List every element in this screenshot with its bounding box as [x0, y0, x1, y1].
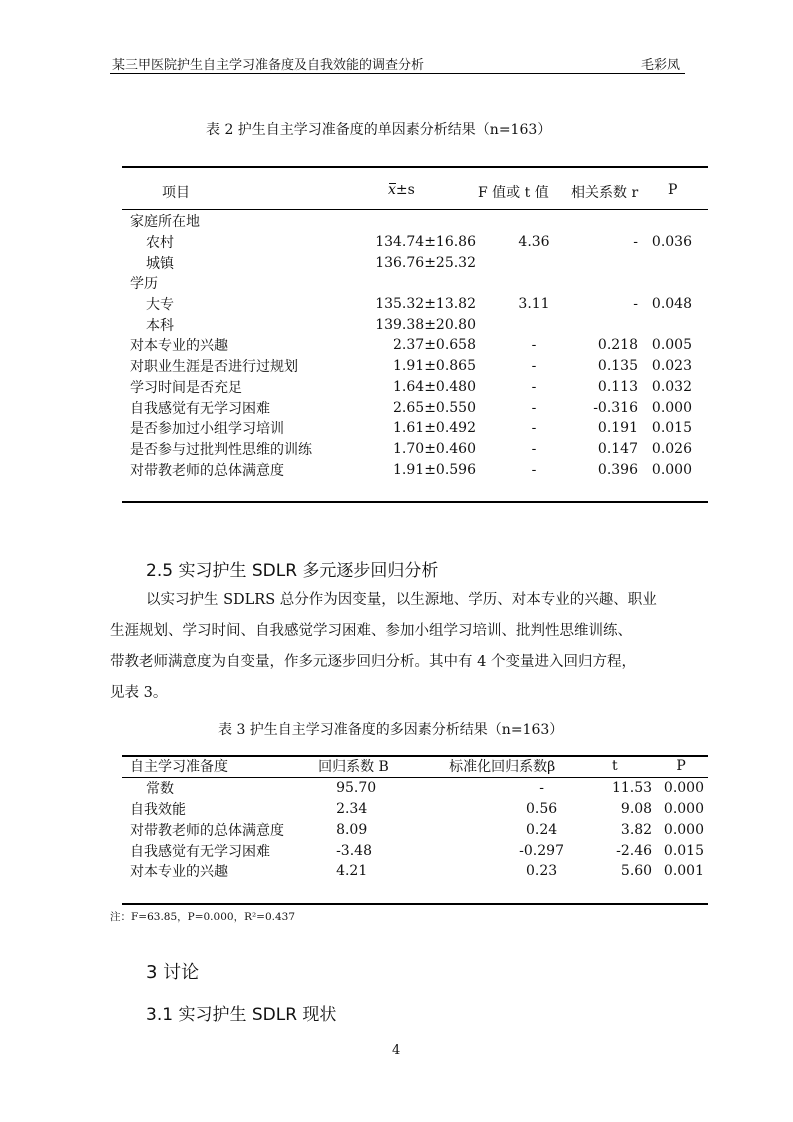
table2-cell-r: 0.218: [597, 337, 638, 354]
table2-cell-item: 家庭所在地: [130, 214, 200, 231]
table2-row: [122, 356, 708, 377]
table2-cell-item: 是否参与过批判性思维的训练: [130, 441, 312, 458]
table2-cell-item: 对职业生涯是否进行过规划: [130, 359, 298, 376]
table3-cell-t: 11.53: [611, 780, 653, 797]
table2-cell-f: [480, 273, 580, 294]
table3-cell-t: -2.46: [616, 842, 653, 859]
table2-header-f: F 值或 t 值: [478, 185, 549, 201]
table2-header-p: P: [668, 182, 678, 198]
table2-cell-r: [580, 211, 646, 232]
table3-cell-p: 0.001: [663, 863, 704, 880]
table2-cell-r: -0.316: [593, 399, 638, 416]
table3-cell-beta: 0.23: [525, 863, 558, 880]
running-header-author: 毛彩凤: [641, 58, 681, 73]
table2-cell-f: -: [531, 337, 537, 354]
mean-symbol: x: [388, 182, 396, 198]
table2-cell-p: 0.015: [651, 420, 692, 437]
table2-row: [122, 211, 708, 232]
table2-row: [122, 294, 708, 315]
table3-cell-b: 4.21: [336, 863, 368, 880]
table2-cell-mean: [348, 273, 480, 294]
table2-cell-p: 0.048: [651, 296, 692, 313]
table2-header-mean: [388, 182, 415, 198]
table2-cell-p: 0.036: [651, 234, 692, 251]
table2-cell-f: -: [531, 461, 537, 478]
table3-cell-b: 95.70: [336, 780, 377, 797]
table2-cell-p: [646, 252, 708, 273]
table2-cell-p: 0.000: [651, 461, 692, 478]
table2-cell-item: 本科: [146, 317, 174, 334]
table2-cell-item: 农村: [146, 235, 174, 252]
table2-cell-mean: 1.61±0.492: [393, 420, 476, 437]
sd-symbol: ±s: [395, 182, 415, 198]
table2-cell-p: 0.023: [651, 358, 692, 375]
table2-cell-p: [646, 211, 708, 232]
table2-cell-item: 学历: [130, 276, 158, 293]
section-2-5-heading: 2.5 实习护生 SDLR 多元逐步回归分析: [146, 561, 439, 581]
table2-cell-mean: 1.91±0.596: [393, 461, 476, 478]
table2-cell-f: [480, 314, 580, 335]
table2-cell-mean: 1.70±0.460: [393, 440, 476, 457]
table3-header-item: 自主学习准备度: [130, 759, 228, 776]
table2-cell-item: 城镇: [146, 255, 174, 272]
table2-row: [122, 459, 708, 480]
table3-header-row: [122, 756, 708, 777]
table3-row: [122, 777, 708, 798]
table3-cell-beta: -0.297: [519, 842, 564, 859]
table2-header-r: 相关系数 r: [571, 185, 639, 201]
table3-cell-beta: -: [539, 780, 544, 797]
table2-cell-r: 0.396: [597, 461, 638, 478]
table2-cell-r: [580, 314, 646, 335]
table3-cell-beta: 0.56: [525, 800, 558, 817]
table3-cell-item: 对本专业的兴趣: [130, 864, 228, 881]
table3-cell-beta: 0.24: [525, 821, 558, 838]
table2-cell-f: -: [531, 420, 537, 437]
table2-cell-r: -: [633, 234, 638, 251]
paragraph-line-4: 见表 3。: [110, 685, 168, 701]
table2-cell-p: [646, 314, 708, 335]
table2-cell-f: 3.11: [518, 296, 550, 313]
table2-row: [122, 314, 708, 335]
table2-cell-r: 0.135: [597, 358, 638, 375]
table2-cell-r: 0.113: [597, 378, 638, 395]
table2-cell-mean: 139.38±20.80: [375, 316, 476, 333]
table2-cell-f: [480, 211, 580, 232]
table2-cell-r: 0.147: [597, 440, 638, 457]
table3-cell-t: 3.82: [620, 821, 653, 838]
table2-header-item: 项目: [162, 185, 190, 201]
table2-header-rule: [122, 209, 708, 210]
table2-row: [122, 397, 708, 418]
table2-cell-f: -: [531, 358, 537, 375]
table3-cell-item: 自我感觉有无学习困难: [130, 843, 270, 860]
running-header-title: 某三甲医院护生自主学习准备度及自我效能的调查分析: [112, 58, 425, 73]
section-3-1-heading: 3.1 实习护生 SDLR 现状: [146, 1005, 337, 1025]
table3-cell-item: 对带教老师的总体满意度: [130, 822, 284, 839]
table2-cell-item: 对本专业的兴趣: [130, 338, 228, 355]
paragraph-line-3: 带教老师满意度为自变量，作多元逐步回归分析。其中有 4 个变量进入回归方程，: [110, 654, 636, 670]
table3-cell-item: 自我效能: [130, 801, 186, 818]
table3-header-p: P: [676, 758, 686, 775]
table2-cell-f: 4.36: [518, 234, 550, 251]
table2-cell-r: 0.191: [597, 420, 638, 437]
table3-cell-t: 5.60: [620, 863, 653, 880]
table3-header-b: 回归系数 B: [318, 759, 389, 776]
page-number: 4: [392, 1043, 401, 1058]
table2-cell-item: 自我感觉有无学习困难: [130, 400, 270, 417]
table3-note: 注：F=63.85，P=0.000，R²=0.437: [110, 911, 296, 923]
table2-cell-mean: 2.37±0.658: [393, 337, 476, 354]
table3-header-beta: 标准化回归系数β: [449, 759, 556, 776]
table2-caption: 表 2 护生自主学习准备度的单因素分析结果（n=163）: [206, 122, 552, 138]
table3-cell-p: 0.000: [663, 821, 704, 838]
table2-row: [122, 252, 708, 273]
section-3-heading: 3 讨论: [146, 962, 200, 983]
table2-cell-p: 0.000: [651, 399, 692, 416]
paragraph-line-1: 以实习护生 SDLRS 总分作为因变量，以生源地、学历、对本专业的兴趣、职业: [146, 592, 657, 608]
table3-row: [122, 861, 708, 882]
table2-cell-item: 学习时间是否充足: [130, 379, 242, 396]
header-rule: [110, 73, 685, 74]
table2-cell-r: -: [633, 296, 638, 313]
table2-cell-mean: 2.65±0.550: [393, 399, 476, 416]
table2-cell-p: [646, 273, 708, 294]
table2-cell-f: -: [531, 399, 537, 416]
table2-cell-item: 是否参加过小组学习培训: [130, 421, 284, 438]
table3-cell-t: 9.08: [620, 800, 653, 817]
table2-cell-f: -: [531, 440, 537, 457]
table3-cell-p: 0.000: [663, 800, 704, 817]
table2-cell-mean: 134.74±16.86: [375, 234, 476, 251]
table2-cell-f: [480, 252, 580, 273]
table2-row: [122, 273, 708, 294]
table2-row: [122, 232, 708, 253]
table2-cell-mean: 1.64±0.480: [393, 378, 476, 395]
table3-cell-b: -3.48: [336, 842, 372, 859]
table2-cell-p: 0.026: [651, 440, 692, 457]
table2-cell-item: 大专: [146, 297, 174, 314]
table3-row: [122, 799, 708, 820]
table2-cell-mean: 135.32±13.82: [375, 296, 476, 313]
table2-cell-mean: 136.76±25.32: [375, 254, 476, 271]
table3: [122, 756, 708, 882]
table2-row: [122, 418, 708, 439]
table2-cell-r: [580, 273, 646, 294]
table2-bottom-rule: [122, 501, 708, 503]
table2-cell-r: [580, 252, 646, 273]
table2-top-rule: [122, 166, 708, 168]
table3-row: [122, 840, 708, 861]
paragraph-line-2: 生涯规划、学习时间、自我感觉学习困难、参加小组学习培训、批判性思维训练、: [110, 623, 632, 639]
table2-row: [122, 439, 708, 460]
table2-row: [122, 335, 708, 356]
table3-cell-b: 8.09: [336, 821, 368, 838]
table2-cell-f: -: [531, 378, 537, 395]
table3-row: [122, 819, 708, 840]
table2-cell-mean: 1.91±0.865: [393, 358, 476, 375]
table2-row: [122, 377, 708, 398]
table3-header-t: t: [611, 758, 618, 775]
table3-cell-item: 常数: [146, 781, 174, 798]
table3-cell-p: 0.015: [663, 842, 704, 859]
table2-cell-p: 0.005: [651, 337, 692, 354]
table3-cell-b: 2.34: [336, 800, 368, 817]
table3-bottom-rule: [122, 903, 708, 905]
table2-cell-p: 0.032: [651, 378, 692, 395]
table2: [122, 211, 708, 480]
table2-cell-mean: [348, 211, 480, 232]
table3-cell-p: 0.000: [663, 780, 704, 797]
table2-cell-item: 对带教老师的总体满意度: [130, 462, 284, 479]
table3-caption: 表 3 护生自主学习准备度的多因素分析结果（n=163）: [218, 722, 564, 738]
